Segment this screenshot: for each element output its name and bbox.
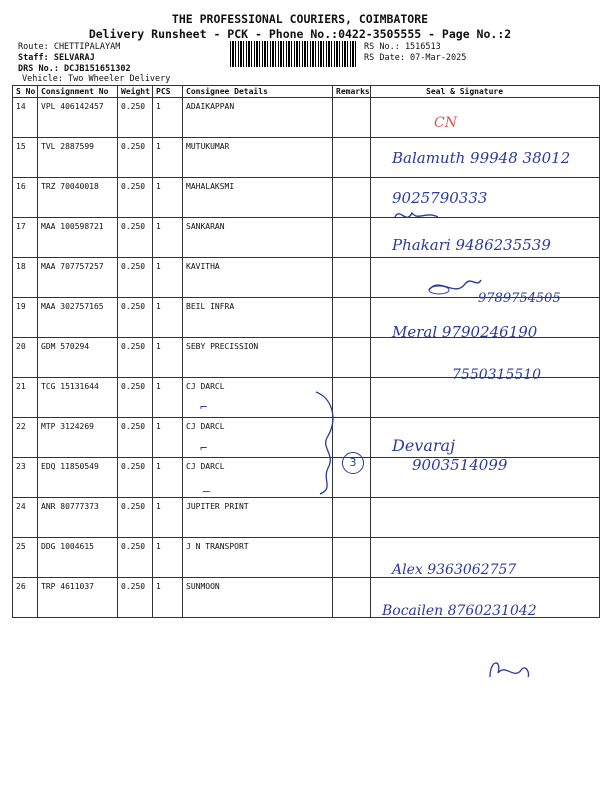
cell-pcs: 1	[153, 458, 183, 498]
footer-signature	[484, 655, 534, 685]
cell-pcs: 1	[153, 138, 183, 178]
cell-weight: 0.250	[118, 258, 153, 298]
col-pcs: PCS	[153, 86, 183, 98]
cell-remarks	[333, 298, 371, 338]
cell-weight: 0.250	[118, 98, 153, 138]
cell-sno: 17	[13, 218, 38, 258]
cell-remarks	[333, 498, 371, 538]
col-remarks: Remarks	[333, 86, 371, 98]
cell-consignee: SUNMOON	[183, 578, 333, 618]
cell-sno: 24	[13, 498, 38, 538]
cell-pcs: 1	[153, 178, 183, 218]
tick-mark-23: –	[203, 484, 211, 498]
cell-pcs: 1	[153, 538, 183, 578]
cell-pcs: 1	[153, 218, 183, 258]
cell-consignment: TRP 4611037	[38, 578, 118, 618]
cell-weight: 0.250	[118, 498, 153, 538]
cell-sno: 18	[13, 258, 38, 298]
cell-consignment: MAA 302757165	[38, 298, 118, 338]
cell-signature	[371, 378, 600, 418]
table-row	[13, 498, 600, 538]
runsheet-title: Delivery Runsheet - PCK - Phone No.:0422-3505555 - Page No.:2	[88, 27, 512, 41]
vehicle-label: Vehicle: Two Wheeler Delivery	[22, 74, 171, 84]
table-row	[13, 418, 600, 458]
cell-weight: 0.250	[118, 338, 153, 378]
signature-row-16: 9025790333	[392, 189, 488, 207]
cell-pcs: 1	[153, 338, 183, 378]
cell-weight: 0.250	[118, 378, 153, 418]
cell-weight: 0.250	[118, 178, 153, 218]
table-row	[13, 178, 600, 218]
cell-sno: 15	[13, 138, 38, 178]
table-body	[13, 98, 600, 618]
rs-date: RS Date: 07-Mar-2025	[364, 53, 467, 63]
cell-sno: 21	[13, 378, 38, 418]
signature-row-25: Alex 9363062757	[392, 562, 517, 578]
cell-weight: 0.250	[118, 418, 153, 458]
col-consignee: Consignee Details	[183, 86, 333, 98]
cell-consignee: CJ DARCL	[183, 418, 333, 458]
cell-consignment: GDM 570294	[38, 338, 118, 378]
cell-sno: 26	[13, 578, 38, 618]
cell-pcs: 1	[153, 378, 183, 418]
cell-signature	[371, 498, 600, 538]
cell-consignee: SANKARAN	[183, 218, 333, 258]
cell-sno: 16	[13, 178, 38, 218]
cell-consignment: VPL 406142457	[38, 98, 118, 138]
signature-row-19: Meral 9790246190	[392, 323, 538, 341]
cell-sno: 25	[13, 538, 38, 578]
company-title: THE PROFESSIONAL COURIERS, COIMBATORE	[171, 12, 429, 26]
cell-pcs: 1	[153, 258, 183, 298]
cell-sno: 20	[13, 338, 38, 378]
barcode	[230, 41, 358, 67]
cell-consignment: MTP 3124269	[38, 418, 118, 458]
cell-weight: 0.250	[118, 458, 153, 498]
cell-sno: 23	[13, 458, 38, 498]
cell-sno: 19	[13, 298, 38, 338]
cell-remarks	[333, 258, 371, 298]
cell-weight: 0.250	[118, 578, 153, 618]
col-signature: Seal & Signature	[371, 86, 600, 98]
signature-row-22: Devaraj	[392, 436, 456, 455]
cell-consignee: MAHALAKSMI	[183, 178, 333, 218]
table-row	[13, 378, 600, 418]
brace-mark	[310, 388, 346, 498]
cell-remarks	[333, 338, 371, 378]
col-sno: S No	[13, 86, 38, 98]
drs-label: DRS No.: DCJB151651302	[18, 64, 131, 74]
cell-remarks	[333, 538, 371, 578]
tick-mark-22: ⌐	[200, 441, 208, 455]
cell-consignee: BEIL INFRA	[183, 298, 333, 338]
cell-weight: 0.250	[118, 138, 153, 178]
scribble-row-18	[425, 270, 485, 298]
cell-consignee: J N TRANSPORT	[183, 538, 333, 578]
cell-consignee: CJ DARCL	[183, 378, 333, 418]
cell-remarks	[333, 578, 371, 618]
cell-pcs: 1	[153, 498, 183, 538]
cell-consignment: EDQ 11850549	[38, 458, 118, 498]
cell-weight: 0.250	[118, 538, 153, 578]
cell-weight: 0.250	[118, 298, 153, 338]
table-row	[13, 98, 600, 138]
staff-label: Staff: SELVARAJ	[18, 53, 95, 63]
cell-consignment: TRZ 70040018	[38, 178, 118, 218]
signature-row-20: 7550315510	[452, 367, 542, 383]
cell-sno: 14	[13, 98, 38, 138]
cell-signature	[371, 98, 600, 138]
cell-pcs: 1	[153, 298, 183, 338]
cell-pcs: 1	[153, 418, 183, 458]
cell-consignment: TVL 2887599	[38, 138, 118, 178]
cell-remarks	[333, 98, 371, 138]
cell-remarks	[333, 178, 371, 218]
cell-consignment: DDG 1004615	[38, 538, 118, 578]
col-consignment: Consignment No	[38, 86, 118, 98]
cell-weight: 0.250	[118, 218, 153, 258]
scribble-row-16	[392, 205, 442, 225]
cell-pcs: 1	[153, 578, 183, 618]
cell-consignee: CJ DARCL	[183, 458, 333, 498]
tick-mark-21: ⌐	[200, 400, 208, 414]
cell-consignee: ADAIKAPPAN	[183, 98, 333, 138]
cell-consignee: SEBY PRECISSION	[183, 338, 333, 378]
cell-consignee: JUPITER PRINT	[183, 498, 333, 538]
cell-consignment: ANR 80777373	[38, 498, 118, 538]
cell-consignment: TCG 15131644	[38, 378, 118, 418]
signature-row-15: Balamuth 99948 38012	[392, 149, 571, 167]
table-header-row	[13, 86, 600, 98]
signature-row-23: 9003514099	[412, 456, 508, 474]
group-count-circle: 3	[342, 452, 364, 474]
rs-number: RS No.: 1516513	[364, 42, 441, 52]
cell-consignee: KAVITHA	[183, 258, 333, 298]
col-weight: Weight	[118, 86, 153, 98]
signature-row-26: Bocailen 8760231042	[382, 603, 537, 619]
table-row	[13, 458, 600, 498]
signature-row-18: 9789754505	[478, 291, 561, 306]
cell-consignee: MUTUKUMAR	[183, 138, 333, 178]
cell-consignment: MAA 707757257	[38, 258, 118, 298]
signature-row-17: Phakari 9486235539	[392, 236, 551, 254]
cell-pcs: 1	[153, 98, 183, 138]
route-label: Route: CHETTIPALAYAM	[18, 42, 121, 52]
cell-consignment: MAA 100598721	[38, 218, 118, 258]
cell-remarks	[333, 218, 371, 258]
cell-remarks	[333, 138, 371, 178]
signature-row-14: CN	[434, 115, 457, 131]
cell-sno: 22	[13, 418, 38, 458]
